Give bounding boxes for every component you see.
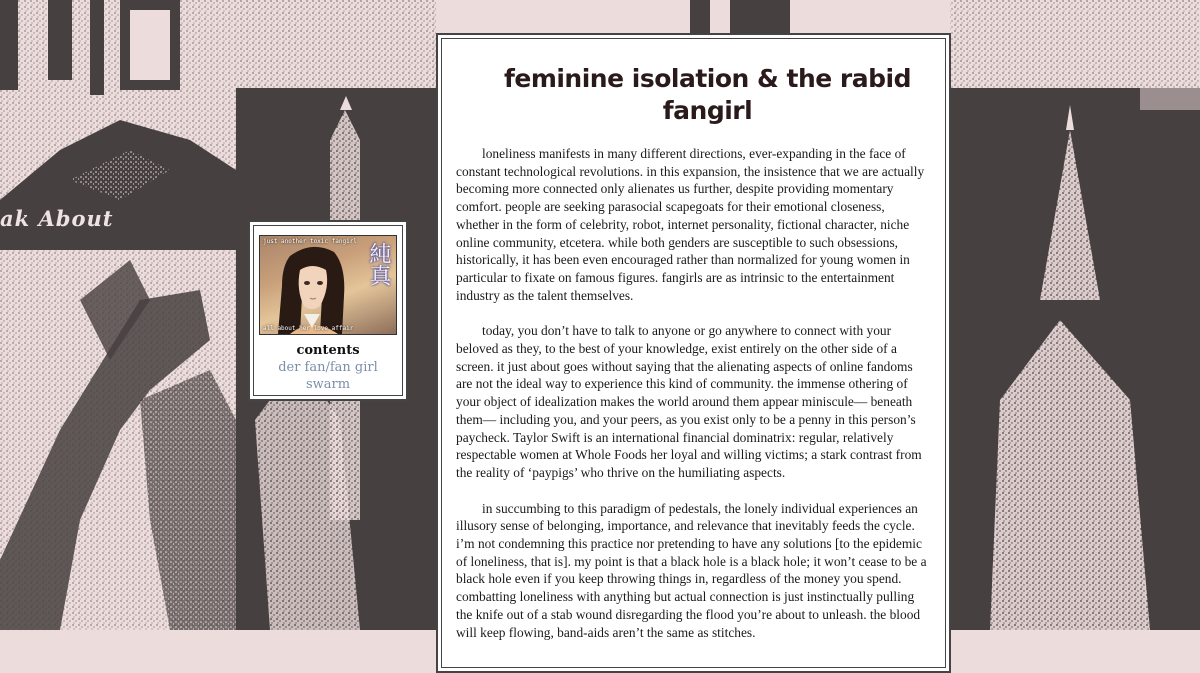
sidebar-card xyxy=(248,220,408,401)
article-paragraph: loneliness manifests in many different directions, ever-expanding in the face of constant technological revolutions. in this expansion, the insistence that we are actually becoming more connected only alienates us further, despite providing momentary comfort. people are seeking parasocial scapegoats for their emotional closeness, whether in the form of celebrity, robot, internet personality, fictional character, niche online community, etcetera. while both genders are susceptible to such obsessions, historically, it has been even encouraged rather than normalized for young women in particular to fixate on famous figures. fangirls are as intrinsic to the entertainment industry as the talent themselves. xyxy=(456,146,925,303)
article-title: feminine isolation & the rabid fangirl xyxy=(503,64,911,125)
fangirl-banner-image xyxy=(259,235,397,335)
contents-heading: contents xyxy=(296,343,360,358)
banner-bottom-text: all about her love affair xyxy=(263,325,354,332)
nav-link-swarm[interactable]: swarm xyxy=(305,377,351,392)
article-card xyxy=(436,33,951,673)
background-caption: ak About xyxy=(0,206,114,231)
article-paragraph: in succumbing to this paradigm of pedestals, the lonely individual experiences an illusory sense of belonging, importance, and relevance that inevitably feeds the cycle. i’m not condemning this practice nor pretending to have any solutions [to the epidemic of loneliness, that is]. my point is that a black hole is a black hole; it won’t cease to be a black hole even if you keep throwing things in, regardless of the money you spend. combatting loneliness with anything but actual connection is just instinctually pulling the knife out of a stab wound disregarding the flood you’re about to unleash. the blood will keep flowing, band-aids aren’t the same as stitches. xyxy=(456,500,927,640)
article-paragraph: today, you don’t have to talk to anyone or go anywhere to connect with your beloved as they, to the best of your knowledge, exist entirely on the other side of a screen. it just about goes without saying that the alienating aspects of online fandoms are not the ideal way to experience this kind of community. the immense othering of your object of idealization makes the world around them appear miniscule— beneath them— including you, and your peers, as you exist only to be a penny in this person’s paycheck. Taylor Swift is an international financial dominatrix: regular, relatively respectable women at Whole Foods her loyal and willing victims; a stark contrast from the reality of ‘paypigs’ who thrive on the humiliating aspects. xyxy=(456,323,922,480)
banner-kanji-text: 純真 xyxy=(366,242,391,286)
article-inner xyxy=(441,38,946,668)
nav-link-fan-girl[interactable]: der fan/fan girl xyxy=(278,360,378,375)
banner-top-text: just another toxic fangirl xyxy=(263,238,357,245)
sidebar-inner xyxy=(253,225,403,396)
